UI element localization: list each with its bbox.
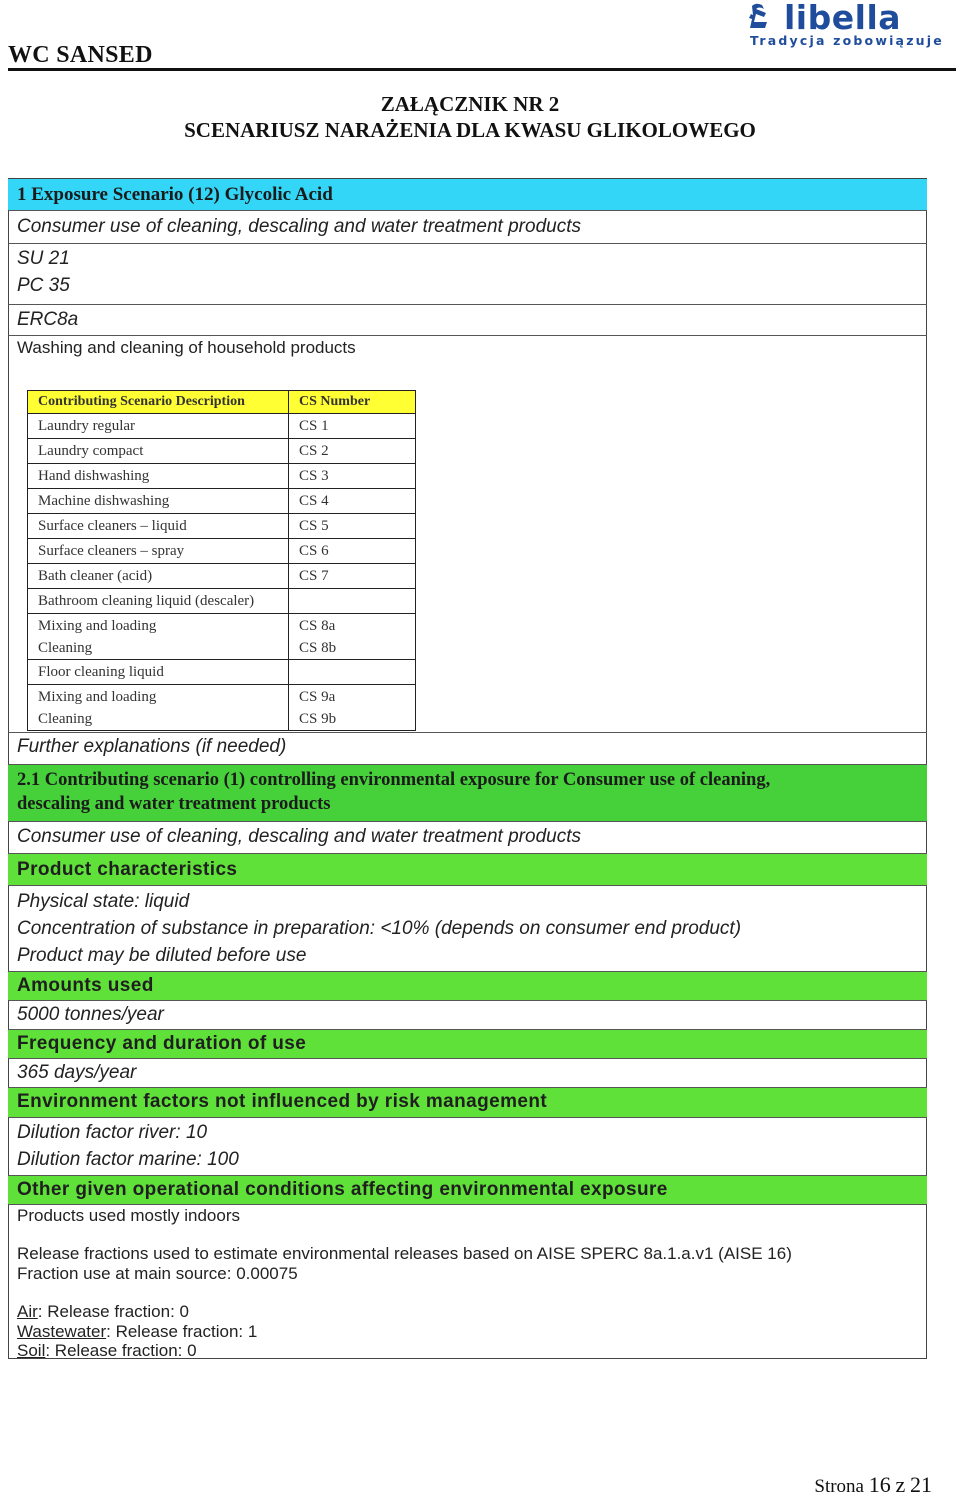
table-row (28, 660, 416, 685)
cs-description (28, 685, 289, 731)
table-row (28, 685, 416, 731)
product-characteristics-header (8, 854, 927, 886)
cs-number: CS 1 (289, 414, 416, 439)
section-label: Other given operational conditions affecting environmental exposure (17, 1179, 668, 1200)
cs-description: Bath cleaner (acid) (28, 564, 289, 589)
header-rule (8, 68, 956, 71)
frequency-body (8, 1059, 927, 1088)
cs-description: Floor cleaning liquid (28, 660, 289, 685)
cs-description: Laundry regular (28, 414, 289, 439)
table-header-row (28, 391, 416, 414)
scenario-title: 1 Exposure Scenario (12) Glycolic Acid (17, 184, 333, 205)
contributing-scenario-title-row (8, 765, 927, 822)
environment-factors-header (8, 1088, 927, 1118)
dilution-marine: Dilution factor marine: 100 (17, 1149, 239, 1170)
physical-state: Physical state: liquid (17, 891, 190, 912)
cs-number: CS 5 (289, 514, 416, 539)
amounts-used-header (8, 972, 927, 1001)
su-code: SU 21 (17, 248, 70, 269)
erc-row (8, 305, 927, 336)
section-label: Frequency and duration of use (17, 1033, 307, 1054)
soil-label: Soil (17, 1341, 46, 1360)
frequency-value: 365 days/year (17, 1062, 137, 1083)
cs-sub-description: Mixing and loading (38, 617, 157, 634)
erc-code: ERC8a (17, 309, 79, 330)
air-value: : Release fraction: 0 (37, 1302, 189, 1321)
cs-description: Hand dishwashing (28, 464, 289, 489)
pc-code: PC 35 (17, 275, 70, 296)
cs-number: CS 3 (289, 464, 416, 489)
cs1-subtitle: Consumer use of cleaning, descaling and water treatment products (17, 826, 581, 847)
table-row (28, 414, 416, 439)
document-title: WC SANSED (8, 42, 153, 68)
cs-number (289, 685, 416, 731)
of-word: z (895, 1472, 906, 1497)
dilution-river: Dilution factor river: 10 (17, 1122, 208, 1143)
wastewater-release (17, 1322, 257, 1342)
amounts-value: 5000 tonnes/year (17, 1004, 164, 1025)
section-label: Product characteristics (17, 859, 238, 880)
other-conditions-header (8, 1176, 927, 1205)
cs-number (289, 589, 416, 614)
cs-number (289, 614, 416, 660)
cs-description: Surface cleaners – liquid (28, 514, 289, 539)
cs-sub-description: Mixing and loading (38, 688, 157, 705)
su-pc-row (8, 244, 927, 305)
table-row (28, 539, 416, 564)
cs-description: Laundry compact (28, 439, 289, 464)
further-explanations-row (8, 733, 927, 765)
cs-sub-number: CS 8a (299, 617, 336, 634)
cs-number: CS 6 (289, 539, 416, 564)
logo-tagline: Tradycja zobowiązuje (750, 33, 944, 48)
frequency-header (8, 1030, 927, 1059)
cs-sub-description: Cleaning (38, 639, 93, 656)
total-pages: 21 (910, 1472, 932, 1497)
column-header-description: Contributing Scenario Description (28, 391, 289, 414)
table-row (28, 564, 416, 589)
further-explanations: Further explanations (if needed) (17, 736, 287, 757)
cs-sub-description: Cleaning (38, 710, 93, 727)
cs-sub-number: CS 8b (299, 639, 337, 656)
cs-description (28, 614, 289, 660)
table-row (28, 514, 416, 539)
cs1-subtitle-row (8, 822, 927, 854)
fraction-main-source: Fraction use at main source: 0.00075 (17, 1264, 298, 1283)
erc-description: Washing and cleaning of household products (17, 338, 356, 357)
cs-number: CS 2 (289, 439, 416, 464)
cs-number (289, 660, 416, 685)
table-row (28, 589, 416, 614)
section-label: Environment factors not influenced by risk management (17, 1091, 548, 1112)
current-page: 16 (868, 1472, 891, 1497)
section-label: Amounts used (17, 975, 154, 996)
scenario-subtitle: Consumer use of cleaning, descaling and water treatment products (17, 216, 581, 237)
product-characteristics-body (8, 886, 927, 972)
scenario-title-row (8, 179, 927, 211)
dilution-note: Product may be diluted before use (17, 945, 307, 966)
soil-release (17, 1341, 197, 1361)
cs1-title-line1: 2.1 Contributing scenario (1) controlling environmental exposure for Consumer use of cleaning, (17, 770, 771, 790)
logo-wordmark: libella (784, 0, 902, 37)
cs-number: CS 4 (289, 489, 416, 514)
column-header-cs-number: CS Number (289, 391, 416, 414)
cs-sub-number: CS 9a (299, 688, 336, 705)
cs1-title-line2: descaling and water treatment products (17, 794, 331, 814)
air-release (17, 1302, 189, 1322)
libella-logo-mark-icon (748, 2, 770, 30)
indoors-note: Products used mostly indoors (17, 1206, 240, 1225)
page-word: Strona (814, 1476, 864, 1497)
environment-factors-body (8, 1118, 927, 1176)
cs-number: CS 7 (289, 564, 416, 589)
annex-title: ZAŁĄCZNIK NR 2 (380, 92, 560, 116)
cs-description: Surface cleaners – spray (28, 539, 289, 564)
wastewater-label: Wastewater (17, 1322, 107, 1341)
table-row (28, 614, 416, 660)
table-row (28, 464, 416, 489)
amounts-used-body (8, 1001, 927, 1030)
cs-sub-number: CS 9b (299, 710, 337, 727)
concentration: Concentration of substance in preparation: <10% (depends on consumer end product) (17, 918, 742, 939)
release-fractions-note: Release fractions used to estimate environmental releases based on AISE SPERC 8a.1.a.v1 (AISE 16) (17, 1244, 792, 1263)
annex-subtitle: SCENARIUSZ NARAŻENIA DLA KWASU GLIKOLOWEGO (184, 118, 756, 142)
wastewater-value: : Release fraction: 1 (106, 1322, 258, 1341)
scenario-subtitle-row (8, 211, 927, 244)
air-label: Air (17, 1302, 38, 1321)
table-row (28, 439, 416, 464)
cs-description: Bathroom cleaning liquid (descaler) (28, 589, 289, 614)
soil-value: : Release fraction: 0 (45, 1341, 197, 1360)
cs-description: Machine dishwashing (28, 489, 289, 514)
page-number (814, 1472, 932, 1498)
libella-logo (748, 0, 944, 48)
table-row (28, 489, 416, 514)
contributing-scenarios-table (27, 390, 416, 731)
